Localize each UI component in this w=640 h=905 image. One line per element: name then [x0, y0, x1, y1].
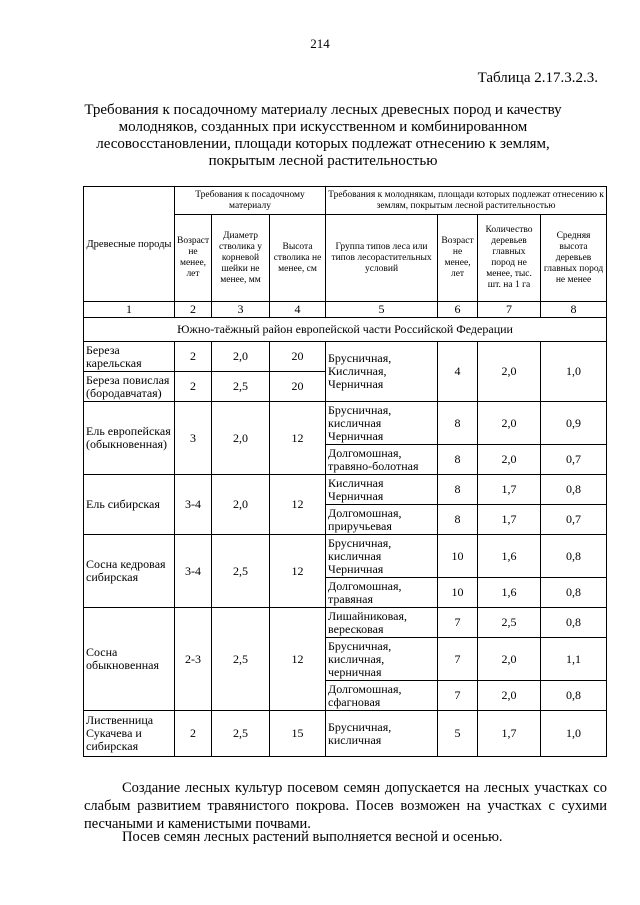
tree-count-cell: 2,0	[478, 681, 541, 711]
diameter-cell: 2,0	[212, 402, 270, 475]
diameter-cell: 2,0	[212, 342, 270, 372]
forest-type-cell: Долгомошная, сфагновая	[326, 681, 438, 711]
species-cell: Ель европейская (обыкновенная)	[84, 402, 175, 475]
table-row	[84, 711, 607, 757]
species-cell: Сосна кедровая сибирская	[84, 535, 175, 608]
forest-type-cell: Брусничная, кисличная Черничная	[326, 535, 438, 578]
diameter-cell: 2,5	[212, 608, 270, 711]
forest-type-cell: Долгомошная, травяная	[326, 578, 438, 608]
avg-height-cell: 0,8	[541, 535, 607, 578]
young-age-cell: 4	[438, 342, 478, 402]
young-age-cell: 7	[438, 681, 478, 711]
tree-count-cell: 1,7	[478, 475, 541, 505]
tree-count-cell: 2,0	[478, 402, 541, 445]
header-height: Высота стволика не менее, см	[270, 215, 326, 302]
table-label: Таблица 2.17.3.2.3.	[477, 70, 598, 86]
col-number: 2	[175, 302, 212, 318]
paragraph-sowing-conditions: Создание лесных культур посевом семян допускается на лесных участках со слабым развитием травянистого покрова. Посев возможен на участках с сухими песчаными и каменистыми почвами.	[84, 780, 607, 832]
tree-count-cell: 1,6	[478, 578, 541, 608]
diameter-cell: 2,5	[212, 711, 270, 757]
diameter-cell: 2,0	[212, 475, 270, 535]
page-number: 214	[310, 36, 330, 51]
forest-type-cell: Кисличная Черничная	[326, 475, 438, 505]
forest-type-cell: Лишайниковая, вересковая	[326, 608, 438, 638]
col-number: 5	[326, 302, 438, 318]
tree-count-cell: 1,7	[478, 711, 541, 757]
species-cell: Береза карельская	[84, 342, 175, 372]
young-age-cell: 8	[438, 402, 478, 445]
tree-count-cell: 2,0	[478, 445, 541, 475]
age-cell: 2	[175, 342, 212, 372]
col-number: 4	[270, 302, 326, 318]
avg-height-cell: 0,7	[541, 505, 607, 535]
document-title: Требования к посадочному материалу лесных древесных пород и качеству молодняков, созданных при искусственном и комбинированном лесовосстановлении, площади которых подлежат отнесению к землям, покрытым лесной растительностью	[84, 102, 562, 169]
avg-height-cell: 1,0	[541, 711, 607, 757]
col-number: 3	[212, 302, 270, 318]
young-age-cell: 7	[438, 638, 478, 681]
species-cell: Лиственница Сукачева и сибирская	[84, 711, 175, 757]
young-age-cell: 7	[438, 608, 478, 638]
age-cell: 3	[175, 402, 212, 475]
young-age-cell: 10	[438, 535, 478, 578]
header-young-group: Требования к молоднякам, площади которых подлежат отнесению к землям, покрытым лесной растительностью	[326, 187, 607, 215]
forest-type-cell: Брусничная, Кисличная, Черничная	[326, 342, 438, 402]
diameter-cell: 2,5	[212, 372, 270, 402]
tree-count-cell: 1,7	[478, 505, 541, 535]
height-cell: 20	[270, 342, 326, 372]
age-cell: 2-3	[175, 608, 212, 711]
young-age-cell: 10	[438, 578, 478, 608]
avg-height-cell: 1,0	[541, 342, 607, 402]
header-planting-group: Требования к посадочному материалу	[175, 187, 326, 215]
avg-height-cell: 0,8	[541, 608, 607, 638]
paragraph-sowing-season: Посев семян лесных растений выполняется весной и осенью.	[122, 829, 503, 845]
table-row	[84, 535, 607, 578]
young-age-cell: 8	[438, 445, 478, 475]
tree-count-cell: 2,5	[478, 608, 541, 638]
avg-height-cell: 0,8	[541, 681, 607, 711]
height-cell: 12	[270, 475, 326, 535]
header-young-age: Возраст не менее, лет	[438, 215, 478, 302]
avg-height-cell: 0,7	[541, 445, 607, 475]
header-species: Древесные породы	[84, 187, 175, 302]
requirements-table	[83, 186, 607, 757]
young-age-cell: 8	[438, 505, 478, 535]
table-row	[84, 608, 607, 638]
species-cell: Сосна обыкновенная	[84, 608, 175, 711]
young-age-cell: 5	[438, 711, 478, 757]
height-cell: 20	[270, 372, 326, 402]
diameter-cell: 2,5	[212, 535, 270, 608]
header-age: Возраст не менее, лет	[175, 215, 212, 302]
age-cell: 2	[175, 711, 212, 757]
young-age-cell: 8	[438, 475, 478, 505]
species-cell: Ель сибирская	[84, 475, 175, 535]
height-cell: 12	[270, 402, 326, 475]
region-heading: Южно-таёжный район европейской части Российской Федерации	[84, 318, 607, 342]
table-row	[84, 342, 607, 372]
avg-height-cell: 0,8	[541, 475, 607, 505]
species-cell: Береза повислая (бородавчатая)	[84, 372, 175, 402]
forest-type-cell: Брусничная, кисличная Черничная	[326, 402, 438, 445]
header-diameter: Диаметр стволика у корневой шейки не менее, мм	[212, 215, 270, 302]
forest-type-cell: Брусничная, кисличная	[326, 711, 438, 757]
tree-count-cell: 2,0	[478, 638, 541, 681]
age-cell: 2	[175, 372, 212, 402]
forest-type-cell: Долгомошная, приручьевая	[326, 505, 438, 535]
avg-height-cell: 0,9	[541, 402, 607, 445]
avg-height-cell: 0,8	[541, 578, 607, 608]
col-number: 6	[438, 302, 478, 318]
avg-height-cell: 1,1	[541, 638, 607, 681]
header-avg-height: Средняя высота деревьев главных пород не менее	[541, 215, 607, 302]
table-row	[84, 402, 607, 445]
height-cell: 12	[270, 608, 326, 711]
tree-count-cell: 2,0	[478, 342, 541, 402]
header-tree-count: Количество деревьев главных пород не менее, тыс. шт. на 1 га	[478, 215, 541, 302]
col-number: 8	[541, 302, 607, 318]
forest-type-cell: Долгомошная, травяно-болотная	[326, 445, 438, 475]
header-forest-type: Группа типов леса или типов лесорастительных условий	[326, 215, 438, 302]
table-row	[84, 475, 607, 505]
tree-count-cell: 1,6	[478, 535, 541, 578]
height-cell: 12	[270, 535, 326, 608]
col-number: 7	[478, 302, 541, 318]
height-cell: 15	[270, 711, 326, 757]
age-cell: 3-4	[175, 475, 212, 535]
col-number: 1	[84, 302, 175, 318]
age-cell: 3-4	[175, 535, 212, 608]
forest-type-cell: Брусничная, кисличная, черничная	[326, 638, 438, 681]
